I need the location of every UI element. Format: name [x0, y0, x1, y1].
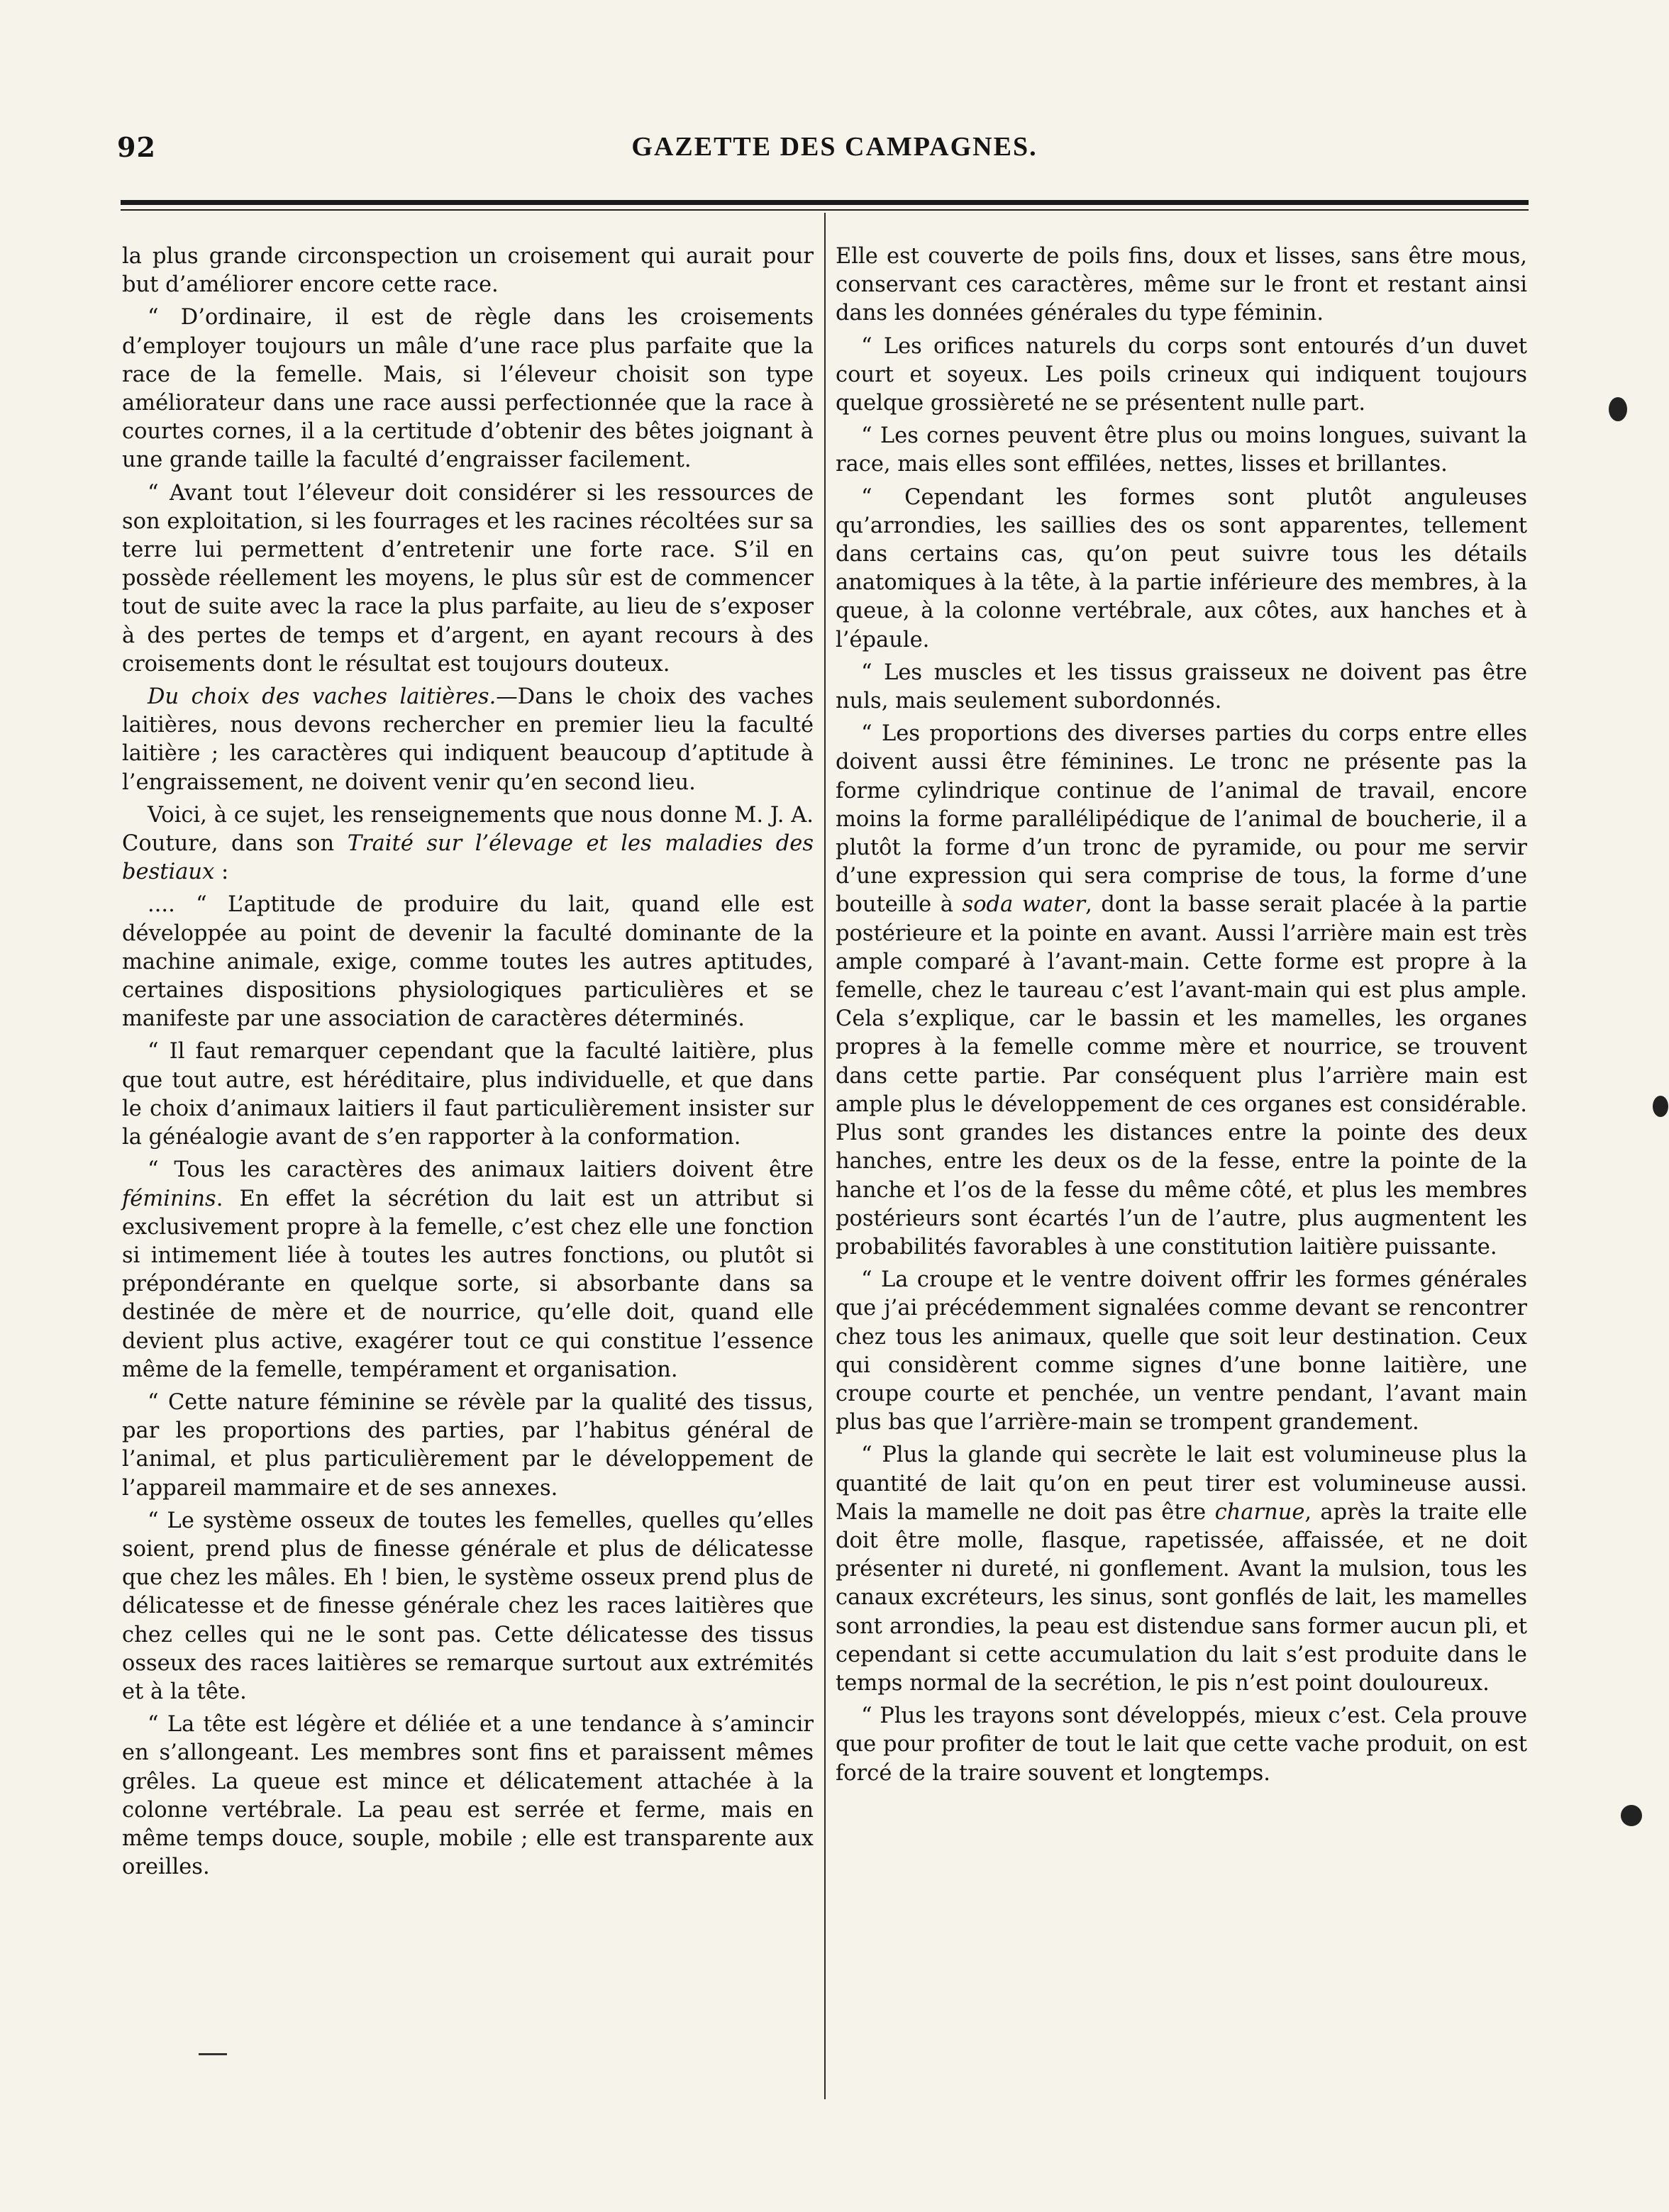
ink-blot	[1609, 397, 1627, 421]
paragraph-text: “ Les cornes peuvent être plus ou moins longues, suivant la race, mais elles sont effilées, nettes, lisses et brillantes.	[836, 423, 1527, 477]
paragraph	[836, 1441, 1527, 1698]
paragraph	[836, 1266, 1527, 1437]
header-rule-thin	[121, 209, 1529, 211]
running-title: GAZETTE DES CAMPAGNES.	[631, 132, 1038, 162]
paragraph-text: “ Les proportions des diverses parties du corps entre elles doivent aussi être féminines. Le tronc ne présente pas la forme cylindrique continue de l’animal de travail, encore moins la forme parallélipédique de l’animal de boucherie, il a plutôt la forme d’un tronc de pyramide, ou pour me servir d’une expression qui sera comprise de tous, la forme d’une bouteille à	[836, 721, 1527, 918]
paragraph	[836, 422, 1527, 479]
paragraph-text: “ La croupe et le ventre doivent offrir les formes générales que j’ai précédemment signalées comme devant se rencontrer chez tous les animaux, quelle que soit leur destination. Ceux qui considèrent comme signes d’une bonne laitière, une croupe courte et penchée, un ventre pendant, l’avant main plus bas que l’arrière-main se trompent grandement.	[836, 1267, 1527, 1435]
italic-phrase: charnue	[1214, 1499, 1305, 1525]
italic-phrase: féminins	[122, 1186, 216, 1211]
paragraph	[122, 304, 814, 474]
paragraph-text: “ Les orifices naturels du corps sont entourés d’un duvet court et soyeux. Les poils crineux qui indiquent toujours quelque grossièreté ne se présentent nulle part.	[836, 333, 1527, 416]
paragraph	[122, 683, 814, 797]
paragraph-text: , dont la basse serait placée à la partie postérieure et la pointe en avant. Aussi l’arrière main est très ample comparé à l’avant-main. Cette forme est propre à la femelle, chez le taureau c’est l’avant-main qui est plus ample. Cela s’explique, car le bassin et les mamelles, les organes propres à la femelle comme mère et nourrice, se trouvent dans cette partie. Par conséquent plus l’arrière main est ample plus le développement de ces organes est considérable. Plus sont grandes les distances entre la pointe des deux hanches, entre les deux os de la fesse, entre la pointe de la hanche et l’os de la fesse du même côté, et plus les membres postérieurs sont écartés l’un de l’autre, plus augmentent les probabilités favorables à une constitution laitière puissante.	[836, 892, 1527, 1260]
paragraph	[122, 1507, 814, 1706]
italic-phrase: Traité sur l’élevage et les maladies des bestiaux	[122, 831, 814, 885]
paragraph	[836, 333, 1527, 418]
paragraph	[836, 1702, 1527, 1788]
paragraph	[836, 243, 1527, 328]
paragraph	[836, 720, 1527, 1262]
paragraph-text: , après la traite elle doit être molle, flasque, rapetissée, affaissée, et ne doit présenter ni dureté, ni gonflement. Avant la mulsion, tous les canaux excréteurs, les sinus, sont gonflés de lait, les mamelles sont arrondies, la peau est distendue sans former aucun pli, et cependant si cette accumulation du lait s’est produite dans le temps normal de la secrétion, le pis n’est point douloureux.	[836, 1499, 1528, 1696]
paragraph	[836, 484, 1527, 655]
paragraph-text: “ Tous les caractères des animaux laitiers doivent être	[148, 1157, 814, 1183]
paragraph	[122, 801, 814, 887]
paragraph-text: Voici, à ce sujet, les renseignements que nous donne M. J. A. Couture, dans son	[122, 802, 814, 857]
paragraph-text: . En effet la sécrétion du lait est un attribut si exclusivement propre à la femelle, c’est chez elle une fonction si intimement liée à toutes les autres fonctions, ou plutôt si prépondérante en quelque sorte, si absorbante dans sa destinée de mère et de nourrice, qu’elle doit, quand elle devient plus active, exagérer tout ce qui constitue l’essence même de la femelle, tempérament et organisation.	[122, 1186, 814, 1382]
paragraph-text: “ Cependant les formes sont plutôt anguleuses qu’arrondies, les saillies des os sont apparentes, tellement dans certains cas, qu’on peut suivre tous les détails anatomiques à la tête, à la partie inférieure des membres, à la queue, à la colonne vertébrale, aux côtes, aux hanches et à l’épaule.	[836, 484, 1527, 652]
paragraph-text: :	[214, 860, 229, 885]
paragraph-text: “ Cette nature féminine se révèle par la qualité des tissus, par les proportions des parties, par l’habitus général de l’animal, et plus particulièrement par le développement de l’appareil mammaire et de ses annexes.	[122, 1389, 814, 1501]
paragraph-text: “ Le système osseux de toutes les femelles, quelles qu’elles soient, prend plus de finesse générale et plus de délicatesse que chez les mâles. Eh ! bien, le système osseux prend plus de délicatesse et de finesse générale chez les races laitières que chez celles qui ne le sont pas. Cette délicatesse des tissus osseux des races laitières se remarque surtout aux extrémités et à la tête.	[122, 1508, 814, 1704]
paragraph	[122, 1389, 814, 1503]
right-column	[836, 243, 1527, 1792]
paragraph-text: “ Plus les trayons sont développés, mieux c’est. Cela prouve que pour profiter de tout le lait que cette vache produit, on est forcé de la traire souvent et longtemps.	[836, 1704, 1527, 1786]
paragraph-text: “ La tête est légère et déliée et a une tendance à s’amincir en s’allongeant. Les membres sont fins et paraissent mêmes grêles. La queue est mince et délicatement attachée à la colonne vertébrale. La peau est serrée et ferme, mais en même temps douce, souple, mobile ; elle est transparente aux oreilles.	[122, 1712, 814, 1880]
paragraph	[122, 891, 814, 1033]
page-number: 92	[117, 131, 156, 163]
paragraph-text: Elle est couverte de poils fins, doux et lisses, sans être mous, conservant ces caractères, même sur le front et restant ainsi dans les données générales du type féminin.	[836, 244, 1527, 326]
column-divider	[824, 213, 826, 2099]
paragraph	[122, 1156, 814, 1384]
section-lead: Du choix des vaches laitières.	[148, 684, 497, 710]
paragraph-text: la plus grande circonspection un croisement qui aurait pour but d’améliorer encore cette race.	[122, 244, 814, 298]
paragraph	[836, 659, 1527, 716]
paragraph-text: —Dans le choix des vaches laitières, nous devons rechercher en premier lieu la faculté laitière ; les caractères qui indiquent beaucoup d’aptitude à l’engraissement, ne doivent venir qu’en second lieu.	[122, 684, 814, 795]
paragraph-text: “ Il faut remarquer cependant que la faculté laitière, plus que tout autre, est héréditaire, plus individuelle, et que dans le choix d’animaux laitiers il faut particulièrement insister sur la généalogie avant de s’en rapporter à la conformation.	[122, 1039, 814, 1150]
ink-blot	[1621, 1805, 1642, 1826]
paragraph	[122, 1711, 814, 1882]
paragraph	[122, 243, 814, 299]
paragraph-text: “ D’ordinaire, il est de règle dans les croisements d’employer toujours un mâle d’une race plus parfaite que la race de la femelle. Mais, si l’éleveur choisit son type améliorateur dans une race aussi perfectionnée que la race à courtes cornes, il a la certitude d’obtenir des bêtes joignant à une grande taille la faculté d’engraisser facilement.	[122, 305, 814, 473]
paragraph-text: “ Les muscles et les tissus graisseux ne doivent pas être nuls, mais seulement subordonnés.	[836, 660, 1527, 714]
paragraph-text: “ Plus la glande qui secrète le lait est volumineuse plus la quantité de lait qu’on en peut tirer est volumineuse aussi. Mais la mamelle ne doit pas être	[836, 1443, 1527, 1525]
ink-blot	[1653, 1096, 1668, 1117]
footer-mark	[199, 2053, 227, 2055]
paragraph	[122, 1038, 814, 1152]
paragraph-text: .... “ L’aptitude de produire du lait, quand elle est développée au point de devenir la faculté dominante de la machine animale, exige, comme toutes les autres aptitudes, certaines dispositions physiologiques particulières et se manifeste par une association de caractères déterminés.	[122, 892, 814, 1032]
italic-phrase: soda water	[962, 892, 1086, 918]
left-column	[122, 243, 814, 1886]
paragraph-text: “ Avant tout l’éleveur doit considérer si les ressources de son exploitation, si les fourrages et les racines récoltées sur sa terre lui permettent d’entretenir une forte race. S’il en possède réellement les moyens, le plus sûr est de commencer tout de suite avec la race la plus parfaite, au lieu de s’exposer à des pertes de temps et d’argent, en ayant recours à des croisements dont le résultat est toujours douteux.	[122, 480, 814, 677]
header-rule-thick	[121, 200, 1529, 205]
paragraph	[122, 479, 814, 679]
